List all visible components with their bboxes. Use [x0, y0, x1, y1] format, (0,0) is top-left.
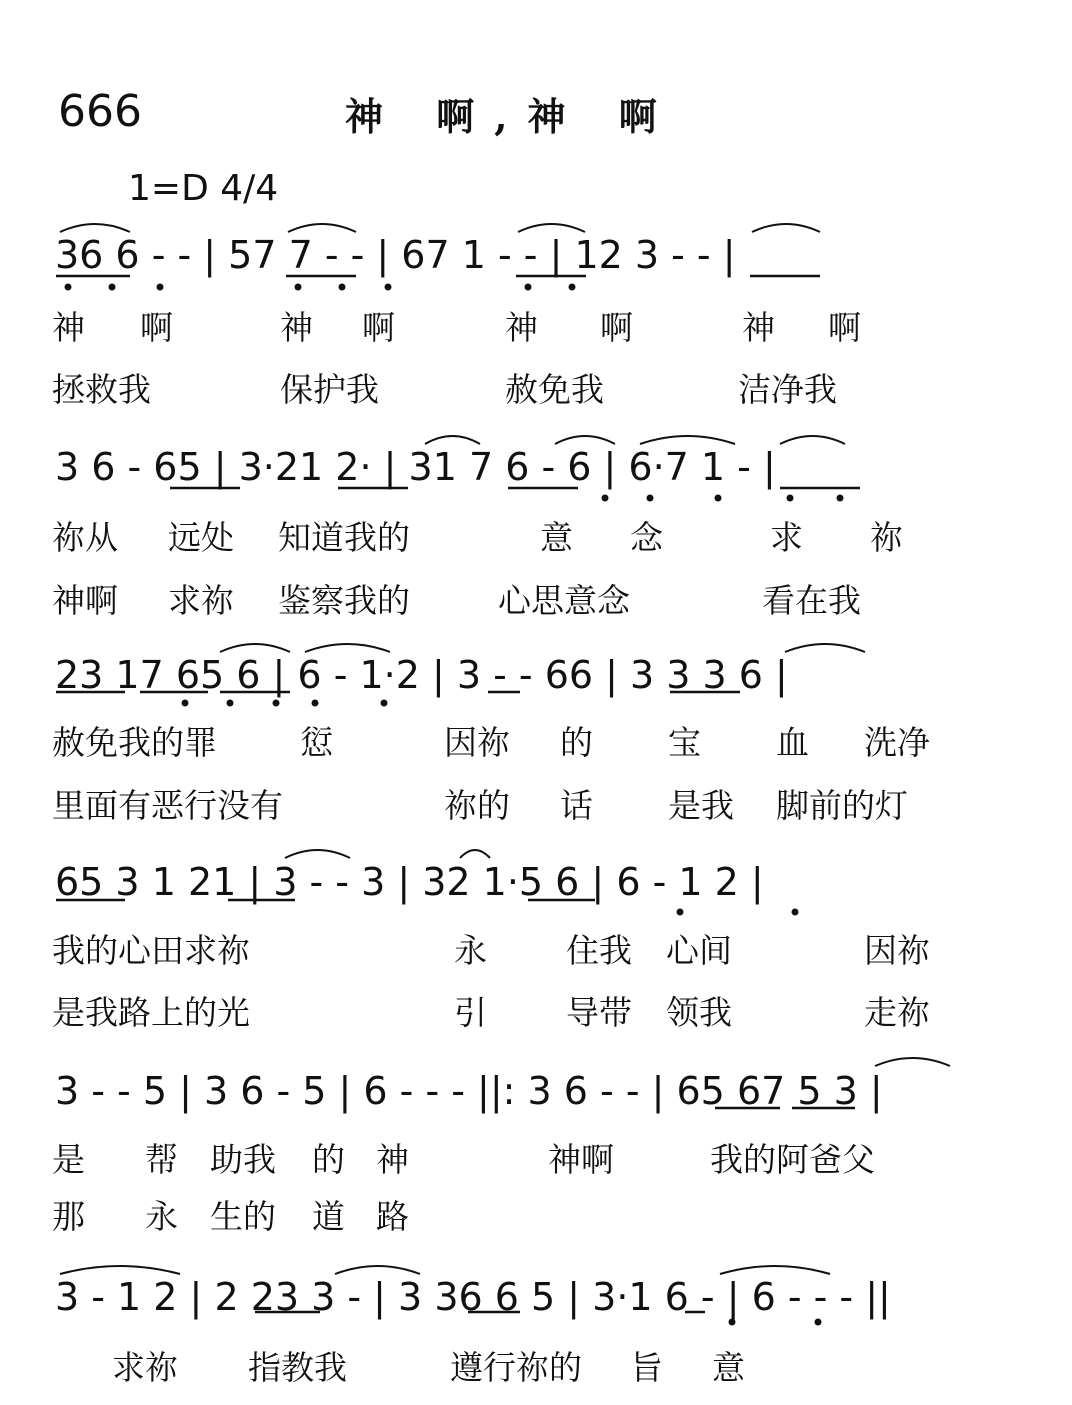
octave-dot	[109, 284, 116, 291]
lyric-1-4: 心间	[666, 931, 732, 970]
octave-dot	[381, 700, 388, 707]
lyric-1-6: 血	[776, 723, 809, 762]
hymn-title: 神 啊,神 啊	[345, 94, 677, 139]
lyric-1-5: 神	[376, 1140, 409, 1179]
lyric-1-4: 旨	[630, 1348, 663, 1387]
lyric-1-2: 永	[454, 931, 487, 970]
octave-dot	[815, 1319, 822, 1326]
score-line-6: 3 - 1 2 | 2 23 3 - | 3 36 6 5 | 3·1 6 - | 6 - - - ||	[55, 1275, 891, 1319]
lyric-2-1: 里面有恶行没有	[52, 786, 283, 825]
slur-mark	[335, 1266, 420, 1274]
lyric-2-1: 神啊	[52, 581, 118, 620]
lyric-2-3: 鉴察我的	[278, 581, 410, 620]
octave-dot	[312, 700, 319, 707]
octave-dot	[787, 495, 794, 502]
lyric-2-1: 拯救我	[52, 370, 151, 409]
lyric-1-7: 祢	[870, 518, 903, 557]
octave-dot	[227, 700, 234, 707]
lyric-1-1: 是	[52, 1140, 85, 1179]
lyric-2-3: 赦免我	[505, 370, 604, 409]
slur-mark	[555, 436, 615, 444]
slur-mark	[288, 224, 356, 232]
lyric-1-1: 求祢	[112, 1348, 178, 1387]
lyric-1-4: 的	[312, 1140, 345, 1179]
slur-mark	[60, 1266, 180, 1274]
octave-dot	[65, 284, 72, 291]
lyric-2-2: 永	[145, 1197, 178, 1236]
slur-mark	[785, 644, 865, 652]
octave-dot	[273, 700, 280, 707]
slur-mark	[425, 436, 480, 444]
octave-dot	[715, 495, 722, 502]
score-line-3: 23 17 65 6 | 6 - 1·2 | 3 - - 66 | 3 3 3 6 |	[55, 653, 788, 697]
lyric-1-5: 意	[712, 1348, 745, 1387]
lyric-1-2: 啊	[140, 308, 173, 347]
lyric-2-4: 道	[312, 1197, 345, 1236]
octave-dot	[385, 284, 392, 291]
lyric-1-3: 遵行祢的	[450, 1348, 582, 1387]
lyric-1-6: 啊	[600, 308, 633, 347]
octave-dot	[295, 284, 302, 291]
slur-mark	[720, 1266, 830, 1274]
lyric-1-1: 我的心田求祢	[52, 931, 250, 970]
lyric-2-4: 洁净我	[738, 370, 837, 409]
lyric-1-5: 宝	[668, 723, 701, 762]
lyric-1-6: 神啊	[548, 1140, 614, 1179]
lyric-1-3: 知道我的	[278, 518, 410, 557]
score-line-1: 36 6 - - | 57 7 - - | 67 1 - - | 12 3 - - |	[55, 233, 736, 277]
lyric-2-4: 领我	[666, 993, 732, 1032]
lyric-2-2: 引	[454, 993, 487, 1032]
lyric-1-3: 因祢	[444, 723, 510, 762]
lyric-2-3: 导带	[566, 993, 632, 1032]
lyric-1-7: 神	[742, 308, 775, 347]
lyric-2-2: 保护我	[280, 370, 379, 409]
lyric-1-2: 帮	[145, 1140, 178, 1179]
lyric-1-8: 啊	[828, 308, 861, 347]
octave-dot	[569, 284, 576, 291]
lyric-2-5: 走祢	[864, 993, 930, 1032]
lyric-2-5: 看在我	[762, 581, 861, 620]
lyric-1-1: 神	[52, 308, 85, 347]
lyric-1-5: 因祢	[864, 931, 930, 970]
slur-mark	[518, 224, 585, 232]
octave-dot	[182, 700, 189, 707]
octave-dot	[157, 284, 164, 291]
lyric-1-6: 求	[770, 518, 803, 557]
lyric-2-2: 祢的	[444, 786, 510, 825]
slur-mark	[780, 436, 845, 444]
lyric-2-5: 路	[376, 1197, 409, 1236]
lyric-1-4: 的	[560, 723, 593, 762]
octave-dot	[792, 909, 799, 916]
lyric-2-4: 是我	[668, 786, 734, 825]
lyric-1-3: 住我	[566, 931, 632, 970]
slur-mark	[285, 850, 350, 858]
octave-dot	[525, 284, 532, 291]
lyric-1-2: 愆	[300, 723, 333, 762]
octave-dot	[602, 495, 609, 502]
lyric-2-5: 脚前的灯	[776, 786, 908, 825]
lyric-2-2: 求祢	[168, 581, 234, 620]
octave-dot	[647, 495, 654, 502]
lyric-1-7: 洗净	[864, 723, 930, 762]
lyric-2-1: 是我路上的光	[52, 993, 250, 1032]
slur-mark	[460, 850, 490, 858]
key-time-signature: 1=D 4/4	[128, 168, 279, 209]
lyric-1-4: 意	[540, 518, 573, 557]
octave-dot	[837, 495, 844, 502]
octave-dot	[339, 284, 346, 291]
lyric-1-4: 啊	[362, 308, 395, 347]
score-line-5: 3 - - 5 | 3 6 - 5 | 6 - - - ||: 3 6 - - | 65 67 5 3 |	[55, 1069, 883, 1113]
lyric-1-1: 祢从	[52, 518, 118, 557]
score-line-4: 65 3 1 21 | 3 - - 3 | 32 1·5 6 | 6 - 1 2 |	[55, 860, 764, 904]
lyric-1-3: 助我	[210, 1140, 276, 1179]
slur-mark	[220, 644, 290, 652]
lyric-1-3: 神	[280, 308, 313, 347]
lyric-2-3: 生的	[210, 1197, 276, 1236]
octave-dot	[729, 1319, 736, 1326]
lyric-2-4: 心思意念	[498, 581, 630, 620]
slur-mark	[752, 224, 820, 232]
lyric-1-2: 指教我	[248, 1348, 347, 1387]
octave-dot	[677, 909, 684, 916]
lyric-1-5: 念	[630, 518, 663, 557]
lyric-1-2: 远处	[168, 518, 234, 557]
score-line-2: 3 6 - 65 | 3·21 2· | 31 7 6 - 6 | 6·7 1 - |	[55, 445, 776, 489]
hymn-number: 666	[58, 86, 142, 137]
slur-mark	[875, 1058, 950, 1066]
slur-mark	[640, 436, 735, 444]
lyric-2-1: 那	[52, 1197, 85, 1236]
lyric-2-3: 话	[560, 786, 593, 825]
lyric-1-5: 神	[505, 308, 538, 347]
lyric-1-7: 我的阿爸父	[710, 1140, 875, 1179]
slur-mark	[305, 644, 390, 652]
slur-mark	[60, 224, 130, 232]
lyric-1-1: 赦免我的罪	[52, 723, 217, 762]
